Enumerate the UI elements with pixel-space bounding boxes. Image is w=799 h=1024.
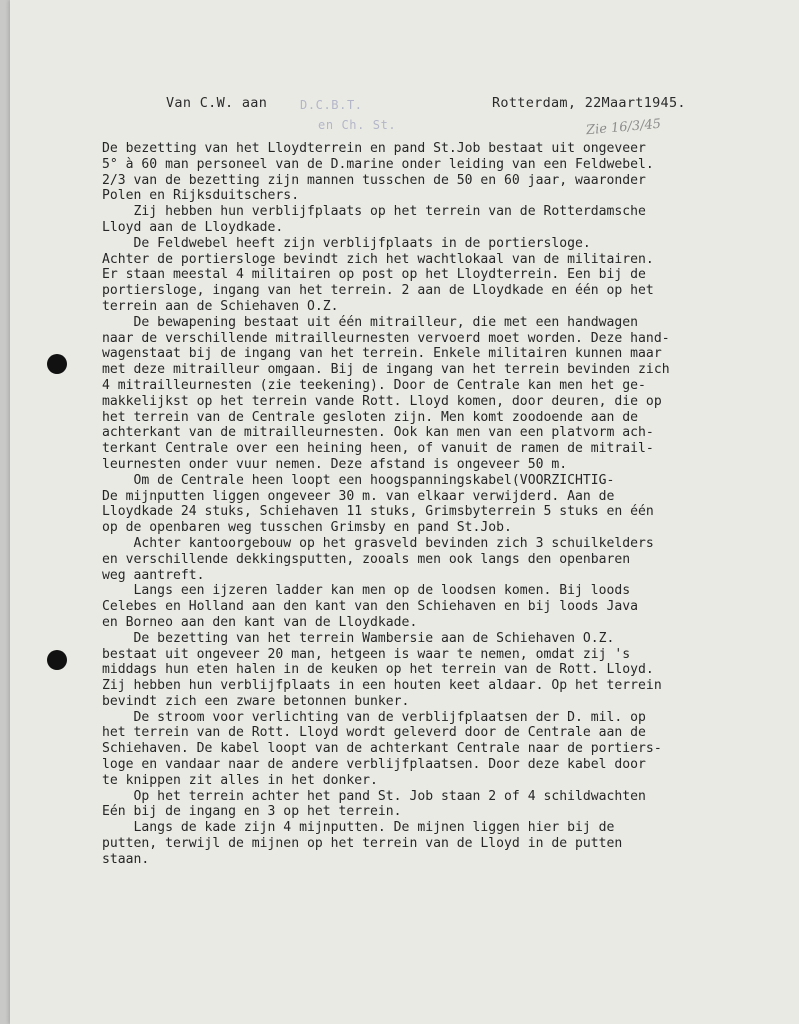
body-line: bevindt zich een zware betonnen bunker. [102, 693, 410, 709]
punch-hole-bottom [47, 650, 67, 670]
body-line: De bezetting van het terrein Wambersie aan de Schiehaven O.Z. [102, 630, 615, 646]
body-line: De bewapening bestaat uit één mitrailleur, die met een handwagen [102, 314, 639, 330]
body-line: naar de verschillende mitrailleurnesten vervoerd moet worden. Deze hand- [102, 330, 670, 346]
body-line: en verschillende dekkingsputten, zooals men ook langs den openbaren [102, 551, 631, 567]
body-line: het terrein van de Rott. Lloyd wordt geleverd door de Centrale aan de [102, 725, 646, 741]
body-line: Achter de portiersloge bevindt zich het wachtlokaal van de militairen. [102, 251, 654, 267]
body-line: en Borneo aan den kant van de Lloydkade. [102, 614, 418, 630]
body-line: Polen en Rijksduitschers. [102, 188, 300, 204]
recipient-block [300, 95, 396, 135]
place-date: Rotterdam, 22Maart1945. [492, 95, 686, 111]
body-line: Zij hebben hun verblijfplaats in een houten keet aldaar. Op het terrein [102, 678, 662, 694]
body-line: terrein aan de Schiehaven O.Z. [102, 298, 339, 314]
handwritten-note: Zie 16/3/45 [585, 116, 662, 139]
body-line: putten, terwijl de mijnen op het terrein van de Lloyd in de putten [102, 836, 623, 852]
body-line: Eén bij de ingang en 3 op het terrein. [102, 804, 402, 820]
body-line: De bezetting van het Lloydterrein en pand St.Job bestaat uit ongeveer [102, 141, 646, 156]
letter-header [0, 95, 799, 145]
body-line: De stroom voor verlichting van de verblijfplaatsen der D. mil. op [102, 709, 646, 725]
body-line: loge en vandaar naar de andere verblijfplaatsen. Door deze kabel door [102, 757, 646, 773]
body-line: Lloyd aan de Lloydkade. [102, 219, 284, 235]
body-line: makkelijkst op het terrein vande Rott. Lloyd komen, door deuren, die op [102, 393, 662, 409]
recipient-line-1: D.C.B.T. [300, 98, 363, 112]
body-line: 2/3 van de bezetting zijn mannen tusschen de 50 en 60 jaar, waaronder [102, 172, 646, 188]
body-line: staan. [102, 851, 150, 867]
body-line: Lloydkade 24 stuks, Schiehaven 11 stuks, Grimsbyterrein 5 stuks en één [102, 504, 654, 520]
body-line: leurnesten onder vuur nemen. Deze afstand is ongeveer 50 m. [102, 456, 568, 472]
sender-line: Van C.W. aan [166, 95, 268, 111]
body-line: achterkant van de mitrailleurnesten. Ook kan men van een platvorm ach- [102, 425, 654, 441]
body-line: Op het terrein achter het pand St. Job staan 2 of 4 schildwachten [102, 788, 646, 804]
body-line: portiersloge, ingang van het terrein. 2 aan de Lloydkade en één op het [102, 283, 654, 299]
body-line: weg aantreft. [102, 567, 205, 583]
body-line: Achter kantoorgebouw op het grasveld bevinden zich 3 schuilkelders [102, 535, 654, 551]
punch-hole-top [47, 354, 67, 374]
body-line: met deze mitrailleur omgaan. Bij de ingang van het terrein bevinden zich [102, 362, 670, 378]
body-line: De Feldwebel heeft zijn verblijfplaats in de portiersloge. [102, 235, 591, 251]
body-line: terkant Centrale over een heining heen, of vanuit de ramen de mitrail- [102, 441, 654, 457]
body-line: Om de Centrale heen loopt een hoogspanningskabel(VOORZICHTIG- [102, 472, 615, 488]
body-line: Zij hebben hun verblijfplaats op het terrein van de Rotterdamsche [102, 204, 646, 220]
body-line: Langs de kade zijn 4 mijnputten. De mijnen liggen hier bij de [102, 820, 615, 836]
body-line: wagenstaat bij de ingang van het terrein. Enkele militairen kunnen maar [102, 346, 662, 362]
body-line: bestaat uit ongeveer 20 man, hetgeen is waar te nemen, omdat zij 's [102, 646, 631, 662]
body-line: Celebes en Holland aan den kant van den Schiehaven en bij loods Java [102, 599, 639, 615]
body-line: het terrein van de Centrale gesloten zijn. Men komt zoodoende aan de [102, 409, 639, 425]
letter-body [102, 141, 782, 868]
body-line: 4 mitrailleurnesten (zie teekening). Door de Centrale kan men het ge- [102, 377, 646, 393]
body-line: Er staan meestal 4 militairen op post op het Lloydterrein. Een bij de [102, 267, 646, 283]
body-line: te knippen zit alles in het donker. [102, 772, 378, 788]
body-line: op de openbaren weg tusschen Grimsby en pand St.Job. [102, 520, 512, 536]
body-line: Schiehaven. De kabel loopt van de achterkant Centrale naar de portiers- [102, 741, 662, 757]
body-line: 5° à 60 man personeel van de D.marine onder leiding van een Feldwebel. [102, 156, 654, 172]
body-line: middags hun eten halen in de keuken op het terrein van de Rott. Lloyd. [102, 662, 654, 678]
body-line: Langs een ijzeren ladder kan men op de loodsen komen. Bij loods [102, 583, 631, 599]
recipient-line-2: en Ch. St. [318, 118, 397, 132]
body-line: De mijnputten liggen ongeveer 30 m. van elkaar verwijderd. Aan de [102, 488, 615, 504]
